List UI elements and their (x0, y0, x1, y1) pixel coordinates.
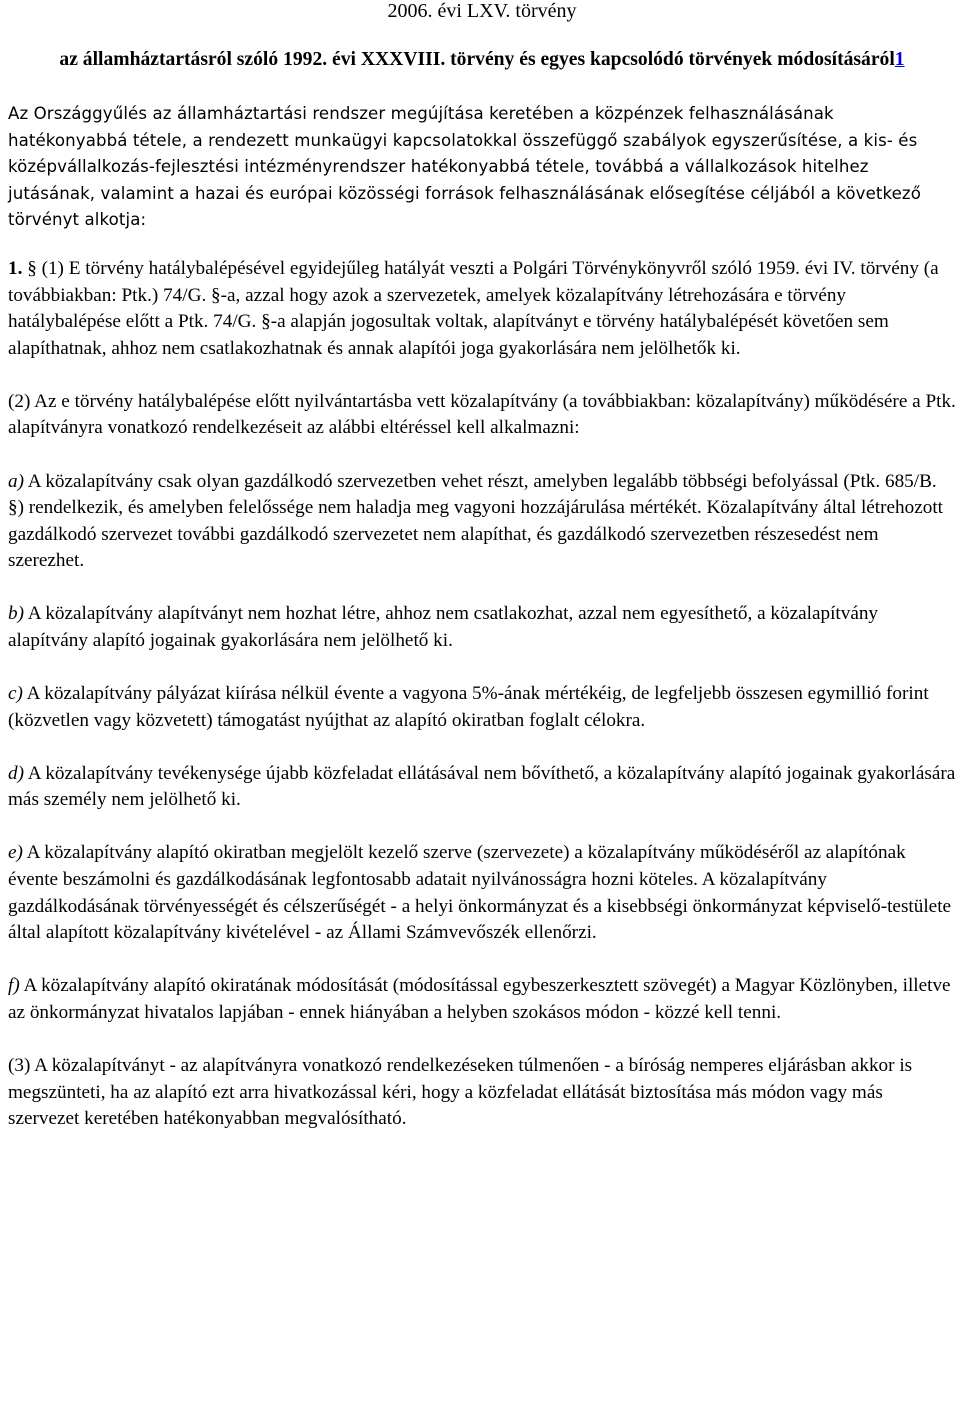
section-1-paragraph-2: (2) Az e törvény hatálybalépése előtt nyilvántartásba vett közalapítvány (a továbbiakban: közalapítvány) működésére a Ptk. alapítványra vonatkozó rendelkezéseit az alábbi eltéréssel kell alkalmazni: (8, 390, 956, 439)
point-label: c) (8, 683, 23, 705)
point-label: d) (8, 762, 24, 784)
section-number: 1. (8, 257, 23, 279)
point-label: e) (8, 842, 23, 864)
point-f (8, 973, 956, 1026)
point-text: ) rendelkezik, és amelyben felelőssége nem haladja meg vagyoni hozzájárulása mértékét. Közalapítvány által létrehozott gazdálkodó szervezet további gazdálkodó szervezetet nem alapíthat, és gazdálkodó szervezetben részesedést nem szerezhet. (8, 497, 943, 572)
point-text: A közalapítvány pályázat kiírása nélkül évente a vagyona 5%-ának mértékéig, de legfeljebb összesen egymillió forint (közvetlen vagy közvetett) támogatást nyújthat az alapító okiratban foglalt célokra. (8, 683, 929, 731)
paragraph-text: (1) E törvény hatálybalépésével egyidejűleg hatályát veszti a Polgári Törvénykönyvről szóló 1959. évi IV. törvény (a továbbiakban: Ptk.) 74/G. (8, 257, 939, 306)
point-text: A közalapítvány alapítványt nem hozhat létre, ahhoz nem csatlakozhat, azzal nem egyesíthető, a közalapítvány alapítvány alapító jogainak gyakorlására nem jelölhető ki. (8, 603, 879, 651)
section-1-paragraph-3: (3) A közalapítványt - az alapítványra vonatkozó rendelkezéseken túlmenően - a bíróság nemperes eljárásban akkor is megszünteti, ha az alapító ezt arra hivatkozással kéri, hogy a közfeladat ellátását biztosítása más módon vagy más szervezet keretében hatékonyabban megvalósítható. (8, 1055, 913, 1130)
point-text: A közalapítvány alapító okiratának módosítását (módosítással egybeszerkesztett szövegét) a Magyar Közlönyben, illetve az önkormányzat hivatalos lapjában - ennek hiányában a helyben szokásos módon - közzé kell tenni. (8, 975, 951, 1023)
subtitle-text: az államháztartásról szóló 1992. évi XXXVIII. törvény és egyes kapcsolódó törvények módosításáról (59, 49, 895, 70)
section-sign: § (261, 311, 271, 333)
page-title: 2006. évi LXV. törvény (387, 0, 577, 22)
section-sign: § (211, 284, 221, 306)
point-text: A közalapítvány csak olyan gazdálkodó szervezetben vehet részt, amelyben legalább többségi befolyással (Ptk. 685/B. (23, 470, 937, 492)
section-sign: § (8, 497, 18, 519)
point-text: A közalapítvány tevékenysége újabb közfeladat ellátásával nem bővíthető, a közalapítvány alapító jogainak gyakorlására más személy nem jelölhető ki. (8, 762, 956, 811)
point-text: A közalapítvány alapító okiratban megjelölt kezelő szerve (szervezete) a közalapítvány működéséről az alapítónak évente beszámolni és gazdálkodásának legfontosabb adatait nyilvánosságra hozni köteles. A közalapítvány gazdálkodásának törvényességét és célszerűségét - a helyi önkormányzat és a kisebbségi önkormányzat képviselő-testülete által alapított közalapítvány kivételével - az Állami Számvevőszék ellenőrzi. (8, 842, 952, 944)
point-e (8, 840, 956, 946)
point-label: f) (8, 975, 20, 997)
point-label: b) (8, 603, 24, 625)
point-c (8, 681, 956, 734)
paragraph-text: -a, azzal hogy azok a szervezetek, amelyek közalapítvány létrehozására e törvény hatálybalépése előtt a Ptk. 74/G. (8, 284, 847, 333)
footnote-link[interactable]: 1 (894, 49, 905, 70)
preamble: Az Országgyűlés az államháztartási rendszer megújítása keretében a közpénzek felhasználásának hatékonyabbá tétele, a rendezett munkaügyi kapcsolatokkal összefüggő szabályok egyszerűsítése, a kis- és középvállalkozás-fejlesztési intézményrendszer hatékonyabbá tétele, továbbá a vállalkozások hitelhez jutásának, valamint a hazai és európai közösségi források felhasználásának elősegítése céljából a következő törvényt alkotja: (8, 104, 921, 230)
point-a (8, 469, 956, 575)
point-d (8, 761, 956, 814)
point-b (8, 601, 956, 654)
document-subtitle (8, 46, 956, 73)
section-1-paragraph-1 (8, 256, 956, 362)
section-sign: § (27, 257, 37, 279)
document (8, 0, 956, 1133)
point-label: a) (8, 470, 24, 492)
paragraph-text: -a alapján jogosultak voltak, alapítványt e törvény hatálybalépését követően sem alapíthatnak, ahhoz nem csatlakozhatnak és annak alapítói joga gyakorlására nem jelölhetők ki. (8, 311, 889, 359)
